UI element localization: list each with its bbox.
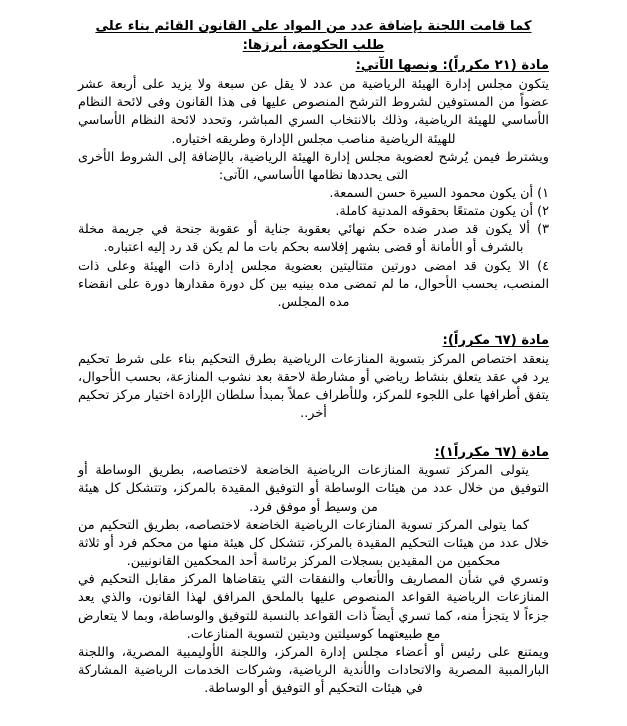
article-heading-67-mukarrar: مادة (٦٧ مكرراً): [442, 333, 549, 349]
list-item [78, 258, 549, 312]
list-item-label: أن يكون متمتعًا بحقوقه المدنية كاملة. [335, 204, 534, 220]
section-spacer [78, 312, 549, 331]
article-heading-67-mukarrar-1: مادة (٦٧ مكرراً١): [434, 444, 549, 460]
article-21-paragraph-2: ويشترط فيمن يُرشح لعضوية مجلس إدارة الهيئة الرياضية، بالإضافة إلى الشروط الأخرى التى يحددها نظامها الأساسي، الآتى: [78, 149, 549, 183]
list-item-marker: ٤) [537, 258, 549, 274]
article-21-paragraph-1: يتكون مجلس إدارة الهيئة الرياضية من عدد لا يقل عن سبعة ولا يزيد على أربعة عشر عضواً من المستوفين لشروط الترشح المنصوص عليها فى هذا القانون وفى لائحة النظام الأساسي للهيئة الرياضية، وذلك بالانتخاب السري المباشر، وتحدد لائحة النظام الأساسي للهيئة الرياضية مناصب مجلس الإدارة وطريقه اختياره. [78, 77, 549, 147]
document-intro-heading: كما قامت اللجنة بإضافة عدد من المواد على القانون القائم بناء على طلب الحكومة، أبرزها: [95, 19, 532, 54]
list-item [78, 185, 549, 203]
list-item-marker: ٣) [537, 222, 549, 238]
list-item-label: ألا يكون قد صدر ضده حكم نهائي بعقوبة جناية أو عقوبة جنحة في جريمة مخلة بالشرف أو الأمانة أو قضى بشهر إفلاسه بحكم بات ما لم يكن قد رد إليه اعتباره. [78, 222, 530, 256]
article-heading-21-mukarrar: مادة (٢١ مكرراً): ونصها الآتي: [355, 58, 549, 74]
article-67-1-paragraph-4: ويمتنع على رئيس أو أعضاء مجلس إدارة المركز، واللجنة الأوليمبية المصرية، واللجنة البارالمبية المصرية والاتحادات والأندية الرياضية، وشركات الخدمات الرياضية المشاركة في هيئات التحكيم أو التوفيق أو الوساطة. [78, 644, 549, 697]
article-21-conditions-list [78, 185, 549, 312]
list-item-label: أن يكون محمود السيرة حسن السمعة. [329, 186, 534, 202]
list-item [78, 221, 549, 257]
article-67-1-paragraph-1: يتولى المركز تسوية المنازعات الرياضية الخاضعة لاختصاصه، بطريق الوساطة أو التوفيق من خلال عدد من هيئات الوساطة أو التوفيق المقيدة بالمركز، وتتشكل كل هيئة من وسيط أو موفق فرد. [78, 463, 549, 515]
article-67-paragraph-1: ينعقد اختصاص المركز بتسوية المنازعات الرياضية بطرق التحكيم بناء على شرط تحكيم يرد في عقد يتعلق بنشاط رياضي أو مشارطة لاحقة بعد نشوب المنازعة، بحسب الأحوال، يتفق أطرافها على اللجوء للمركز، وللأطراف عملاً بمبدأ سلطان الإرادة اختيار مركز تحكيم أخر.. [78, 351, 549, 422]
list-item-marker: ٢) [537, 204, 549, 220]
list-item-marker: ١) [537, 186, 549, 202]
list-item-label: الا يكون قد امضى دورتين متتاليتين بعضوية مجلس إدارة ذات الهيئة وعلى ذات المنصب، بحسب الأحوال، ما لم تمضى مده بينيه بين كل دورة مقدارها دورة على انقضاء مده المجلس. [78, 258, 549, 310]
list-item [78, 203, 549, 221]
article-67-1-paragraph-3: وتسري في شأن المصاريف والأتعاب والنفقات التي يتقاضاها المركز مقابل التحكيم في المنازعات الرياضية القواعد المنصوص عليها بالملحق المرافق لهذا القانون، والذي يعد جزءاً لا يتجزأ منه، كما تسري أيضاً ذات القواعد بالنسبة للتوفيق والوساطة، وبما لا يتعارض مع طبيعتهما كوسيلتين وديتين لتسوية المنازعات. [78, 572, 549, 642]
article-67-1-paragraph-2: كما يتولى المركز تسوية المنازعات الرياضية الخاضعة لاختصاصه، بطريق التحكيم من خلال عدد من هيئات التحكيم المقيدة بالمركز، تتشكل كل هيئة منها من محكم فرد أو ثلاثة محكمين من المقيدين بسجلات المركز برئاسة أحد المحكمين القانونيين. [78, 517, 549, 570]
section-spacer [78, 424, 549, 443]
